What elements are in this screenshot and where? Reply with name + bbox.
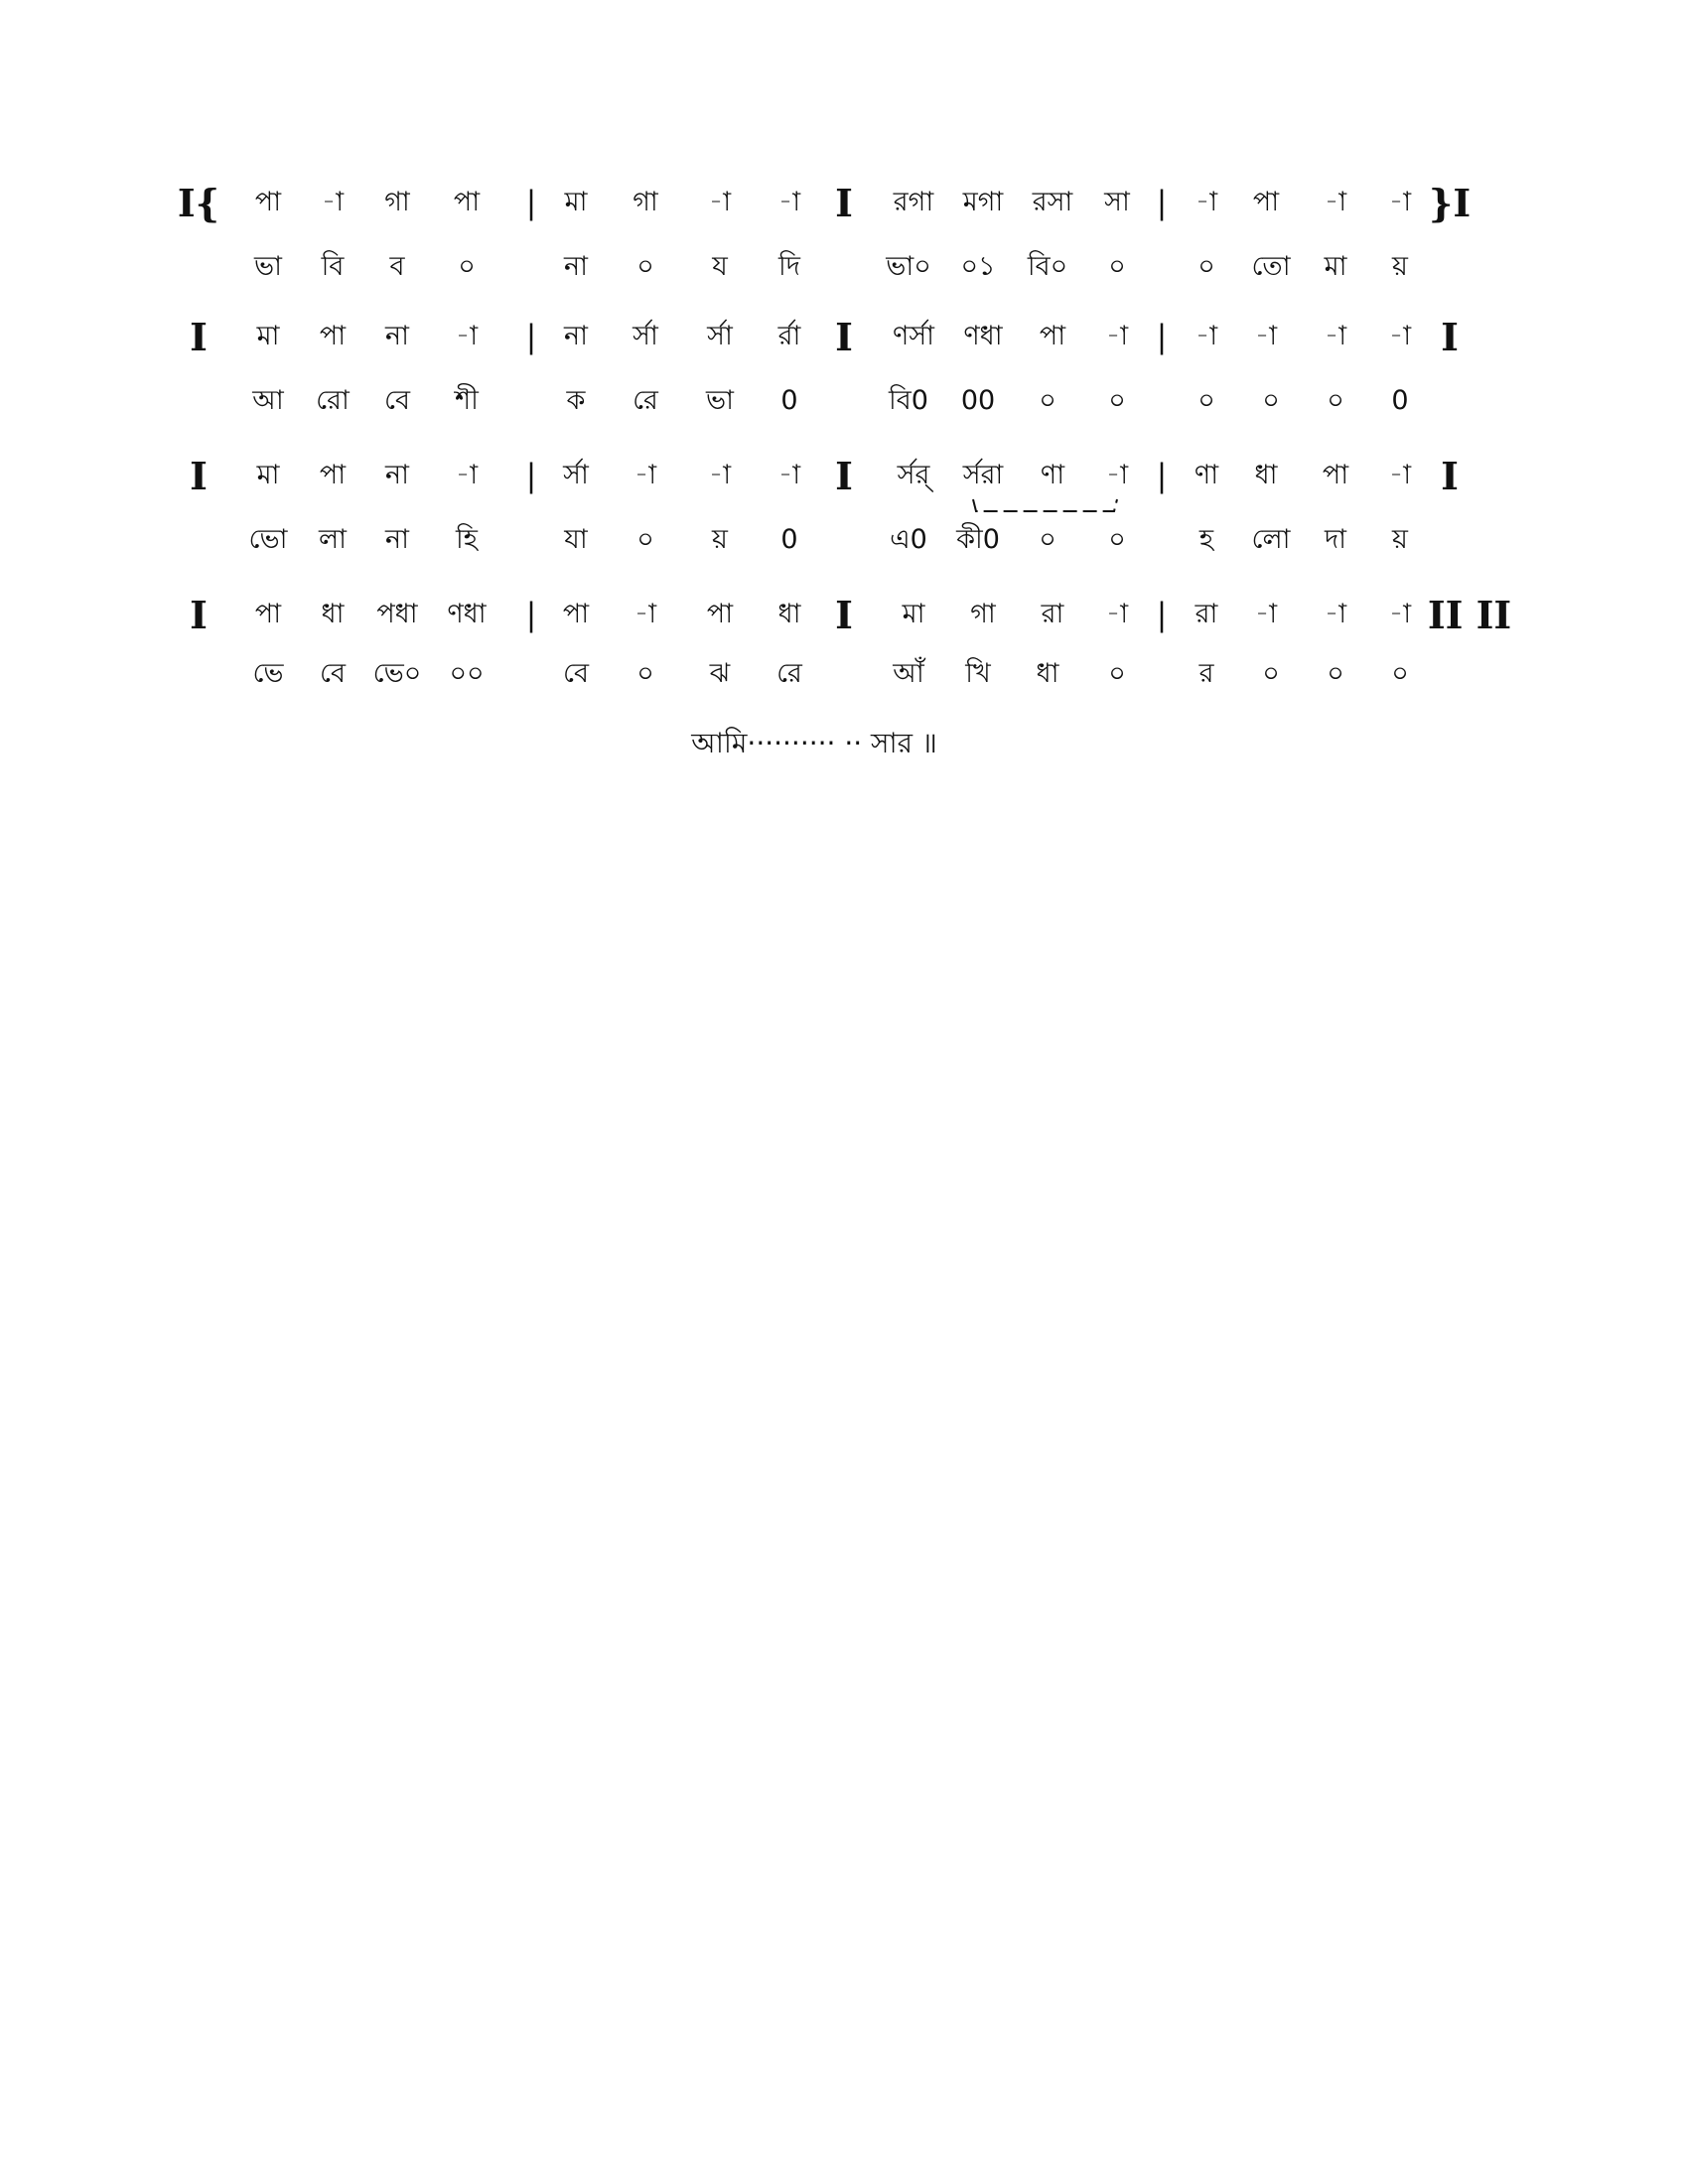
- note: -া: [455, 460, 479, 490]
- lyric-syllable: বে: [320, 658, 346, 689]
- note: গা: [633, 187, 658, 217]
- note: র্সা: [563, 460, 589, 490]
- lyric-syllable: হি: [456, 524, 478, 555]
- lyric-syllable: আঁ: [893, 658, 924, 689]
- note: -া: [1105, 460, 1129, 490]
- lyric-syllable: ০: [1039, 385, 1056, 416]
- note: -া: [708, 460, 732, 490]
- note: মা: [256, 460, 280, 490]
- lyric-syllable: ০: [1197, 385, 1215, 416]
- note: পা: [1039, 321, 1066, 351]
- note: না: [564, 321, 588, 351]
- lyric-syllable: ০: [1197, 251, 1215, 282]
- note: রসা: [1032, 187, 1073, 217]
- note: ণর্সা: [893, 321, 934, 351]
- lyric-syllable: 0: [1391, 385, 1409, 416]
- lyric-syllable: লো: [1251, 524, 1291, 555]
- row-end-mark: I: [1441, 315, 1459, 359]
- bar-mark: I: [835, 593, 853, 637]
- note: পা: [1322, 460, 1349, 490]
- beat-separator: |: [525, 184, 537, 221]
- row-end-mark: II II: [1427, 593, 1512, 637]
- lyric-syllable: ০১: [960, 251, 996, 282]
- note: মা: [256, 321, 280, 351]
- row-start-mark: I{: [177, 181, 220, 225]
- note: -া: [1105, 599, 1129, 629]
- lyric-syllable: র: [1198, 658, 1214, 689]
- note: পা: [254, 187, 282, 217]
- lyric-syllable: আ: [252, 385, 284, 416]
- bar-mark: I: [835, 315, 853, 359]
- lyric-syllable: য়: [1392, 251, 1408, 282]
- note: ণা: [1194, 460, 1219, 490]
- note: -া: [1388, 460, 1412, 490]
- lyric-syllable: রো: [316, 385, 350, 416]
- note: ণধা: [963, 321, 1003, 351]
- lyric-syllable: ভে: [252, 658, 284, 689]
- note: -া: [1324, 187, 1347, 217]
- row-start-mark: I: [190, 593, 208, 637]
- note: -া: [1105, 321, 1129, 351]
- note: র্সা: [633, 321, 658, 351]
- lyric-syllable: দি: [778, 251, 800, 282]
- note: গা: [384, 187, 410, 217]
- lyric-syllable: রে: [633, 385, 658, 416]
- note: পা: [319, 321, 347, 351]
- note: -া: [455, 321, 479, 351]
- lyric-syllable: 0: [780, 385, 798, 416]
- note: পা: [562, 599, 590, 629]
- lyric-syllable: ব: [389, 251, 405, 282]
- note: পা: [706, 599, 734, 629]
- note: র্সা: [707, 321, 733, 351]
- note: গা: [970, 599, 996, 629]
- note: রগা: [893, 187, 934, 217]
- lyric-syllable: না: [564, 251, 588, 282]
- row-start-mark: I: [190, 315, 208, 359]
- lyric-syllable: এ0: [890, 524, 927, 555]
- lyric-syllable: ০: [1108, 524, 1126, 555]
- note: রা: [1195, 599, 1218, 629]
- lyric-syllable: ধা: [1036, 658, 1059, 689]
- lyric-syllable: ০: [636, 658, 654, 689]
- beat-separator: |: [1156, 457, 1168, 494]
- note: -া: [321, 187, 345, 217]
- note: র্সর্: [897, 460, 930, 490]
- bar-mark: I: [835, 454, 853, 498]
- note: -া: [1254, 599, 1278, 629]
- note: -া: [777, 187, 801, 217]
- lyric-syllable: ০০: [449, 658, 485, 689]
- lyric-syllable: ০: [1108, 251, 1126, 282]
- note: না: [385, 321, 409, 351]
- lyric-syllable: ক: [566, 385, 586, 416]
- beat-separator: |: [1156, 318, 1168, 355]
- note: -া: [1324, 321, 1347, 351]
- lyric-syllable: তো: [1251, 251, 1291, 282]
- lyric-syllable: রে: [776, 658, 802, 689]
- note: -া: [1388, 187, 1412, 217]
- lyric-syllable: ০: [458, 251, 476, 282]
- lyric-syllable: ভা: [254, 251, 282, 282]
- row-end-mark: I: [1441, 454, 1459, 498]
- lyric-syllable: য: [712, 251, 728, 282]
- beat-separator: |: [525, 457, 537, 494]
- note: পা: [319, 460, 347, 490]
- note: -া: [633, 599, 657, 629]
- lyric-syllable: য়: [1392, 524, 1408, 555]
- lyric-syllable: ০: [1039, 524, 1056, 555]
- note: -া: [1388, 599, 1412, 629]
- lyric-syllable: লা: [319, 524, 347, 555]
- note: পধা: [376, 599, 418, 629]
- note: -া: [1254, 321, 1278, 351]
- lyric-syllable: ০: [1262, 658, 1280, 689]
- note: মগা: [962, 187, 1004, 217]
- note: মা: [564, 187, 588, 217]
- note: -া: [633, 460, 657, 490]
- lyric-syllable: ০: [1391, 658, 1409, 689]
- lyric-syllable: ভো: [248, 524, 288, 555]
- lyric-syllable: ০: [1108, 385, 1126, 416]
- beat-separator: |: [525, 596, 537, 633]
- lyric-syllable: ভা০: [886, 251, 931, 282]
- beat-separator: |: [1156, 184, 1168, 221]
- lyric-syllable: ভা: [706, 385, 734, 416]
- lyric-syllable: 0: [780, 524, 798, 555]
- row-start-mark: I: [190, 454, 208, 498]
- lyric-syllable: দা: [1324, 524, 1347, 555]
- note: পা: [254, 599, 282, 629]
- note: ধা: [321, 599, 345, 629]
- note: র্রা: [777, 321, 801, 351]
- note: -া: [1195, 321, 1218, 351]
- lyric-syllable: মা: [1324, 251, 1347, 282]
- lyric-syllable: যা: [564, 524, 588, 555]
- note: পা: [1252, 187, 1280, 217]
- lyric-syllable: ভে০: [372, 658, 422, 689]
- lyric-syllable: বি০: [1027, 251, 1068, 282]
- note: ধা: [777, 599, 801, 629]
- note: মা: [902, 599, 925, 629]
- beat-separator: |: [525, 318, 537, 355]
- lyric-syllable: বে: [563, 658, 589, 689]
- lyric-syllable: বি0: [889, 385, 928, 416]
- note: -া: [1388, 321, 1412, 351]
- lyric-syllable: খি: [965, 658, 991, 689]
- note: -া: [777, 460, 801, 490]
- lyric-syllable: না: [385, 524, 409, 555]
- note: রা: [1041, 599, 1064, 629]
- lyric-syllable: ঝ: [709, 658, 731, 689]
- note: ণধা: [447, 599, 487, 629]
- lyric-syllable: বে: [384, 385, 410, 416]
- lyric-syllable: ০: [1327, 385, 1344, 416]
- lyric-syllable: ০: [636, 524, 654, 555]
- note: সা: [1104, 187, 1130, 217]
- note: -া: [1195, 187, 1218, 217]
- bar-mark: I: [835, 181, 853, 225]
- lyric-syllable: ০: [1327, 658, 1344, 689]
- note: র্সরা: [962, 460, 1004, 490]
- refrain-footer: আমি·········· ·· সার ॥: [691, 727, 937, 759]
- note: ণা: [1040, 460, 1065, 490]
- note: ধা: [1254, 460, 1278, 490]
- lyric-syllable: হ: [1198, 524, 1214, 555]
- lyric-syllable: 00: [960, 385, 996, 416]
- note: পা: [453, 187, 481, 217]
- lyric-syllable: কী0: [956, 524, 1000, 555]
- lyric-syllable: য়: [712, 524, 728, 555]
- beat-separator: |: [1156, 596, 1168, 633]
- lyric-syllable: বি: [321, 251, 345, 282]
- note: -া: [708, 187, 732, 217]
- note: -া: [1324, 599, 1347, 629]
- lyric-syllable: ০: [1262, 385, 1280, 416]
- lyric-syllable: শী: [455, 385, 479, 416]
- lyric-syllable: ০: [636, 251, 654, 282]
- row-end-mark: }I: [1428, 181, 1472, 225]
- lyric-syllable: ০: [1108, 658, 1126, 689]
- note: না: [385, 460, 409, 490]
